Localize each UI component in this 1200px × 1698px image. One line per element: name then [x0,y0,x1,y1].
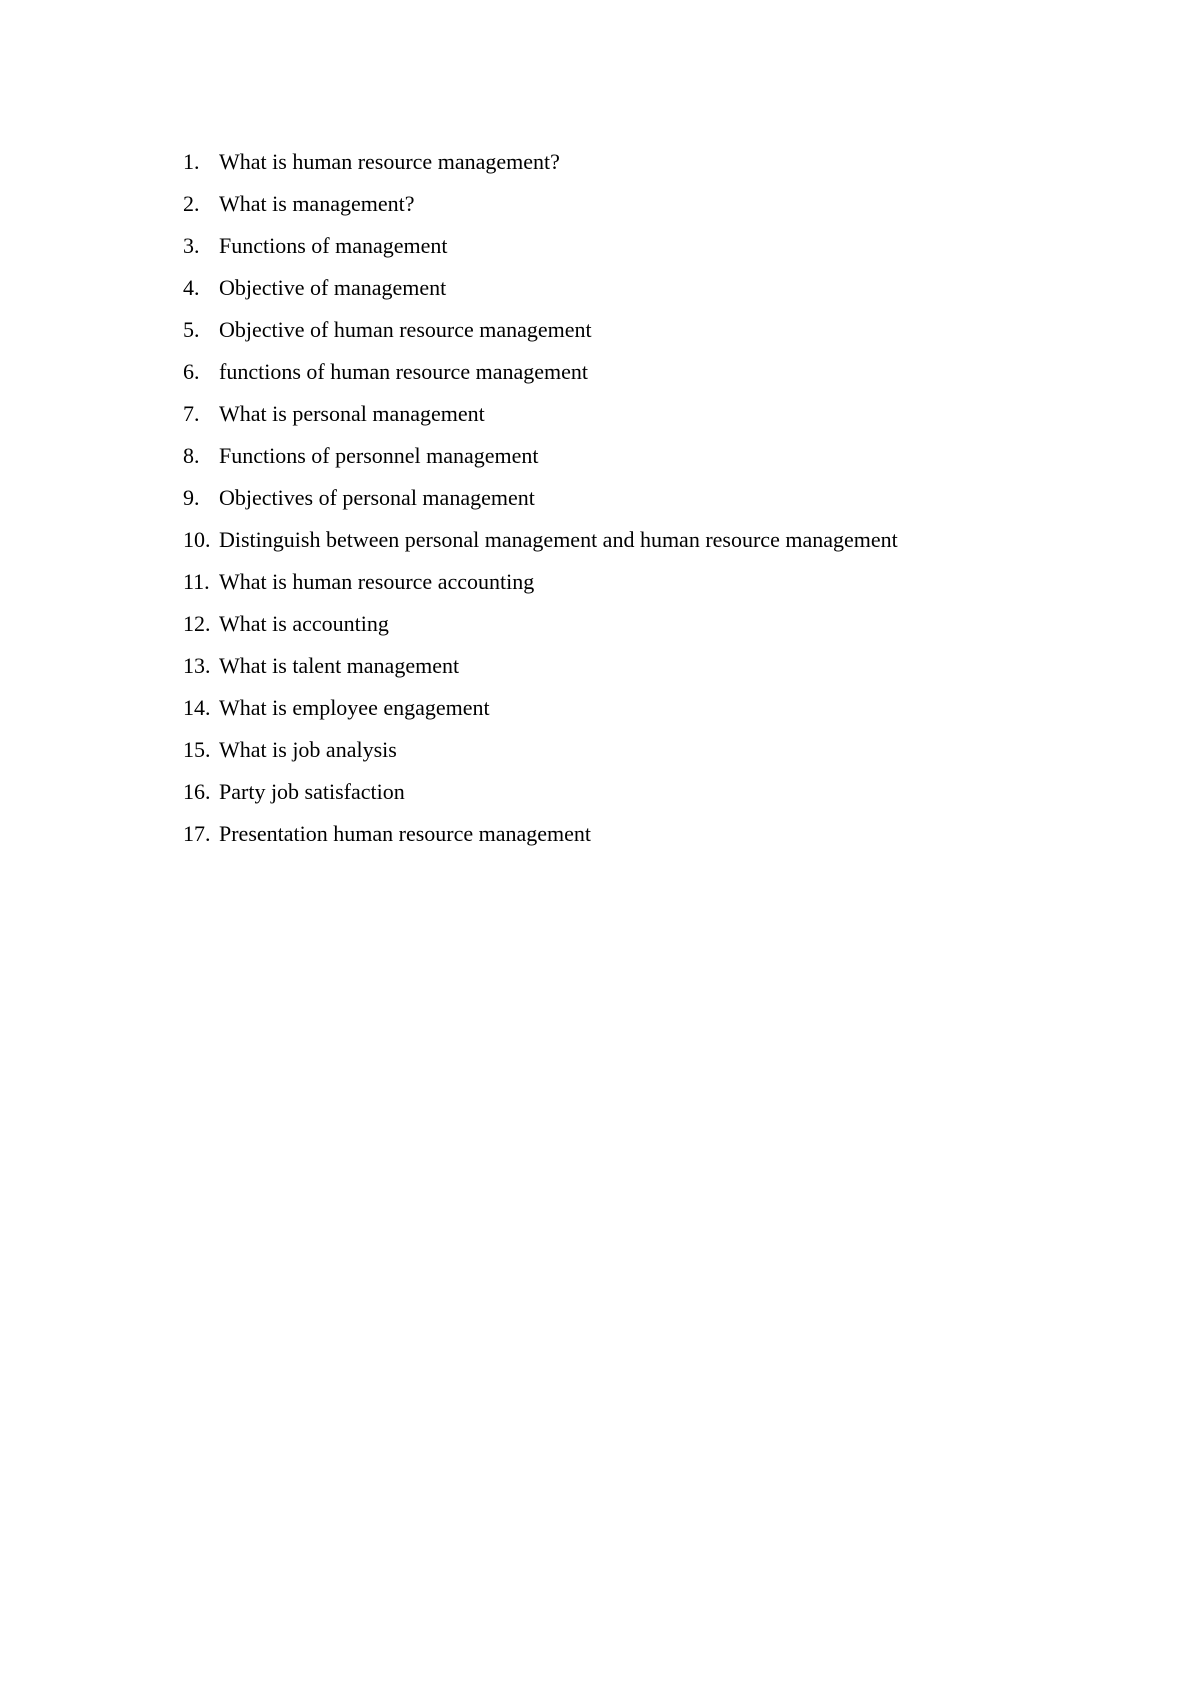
list-item [183,435,898,477]
item-text: Presentation human resource management [219,821,592,846]
list-item [183,729,898,771]
list-item [183,771,898,813]
item-number: 16. [183,779,211,804]
list-item [183,645,898,687]
item-text: What is job analysis [219,737,397,762]
item-number: 8. [183,443,200,468]
list-item [183,267,898,309]
list-item [183,477,898,519]
question-list [183,141,898,855]
list-item [183,561,898,603]
item-number: 7. [183,401,200,426]
item-text: Objectives of personal management [219,485,535,510]
item-text: functions of human resource management [219,359,588,384]
list-item [183,687,898,729]
list-item [183,603,898,645]
item-number: 12. [183,611,211,636]
list-item [183,519,898,561]
item-number: 15. [183,737,211,762]
item-number: 14. [183,695,211,720]
item-number: 6. [183,359,200,384]
item-number: 3. [183,233,200,258]
item-text: Distinguish between personal management and human resource management [219,527,898,552]
list-item [183,351,898,393]
item-number: 17. [183,821,211,846]
item-text: Party job satisfaction [219,779,405,804]
item-text: What is accounting [219,611,389,636]
item-text: What is human resource accounting [219,569,535,594]
item-text: Objective of human resource management [219,317,592,342]
list-item [183,309,898,351]
list-item [183,225,898,267]
item-number: 2. [183,191,200,216]
item-number: 1. [183,149,200,174]
item-text: What is talent management [219,653,460,678]
list-item [183,813,898,855]
item-text: Objective of management [219,275,447,300]
list-item [183,393,898,435]
item-text: Functions of personnel management [219,443,539,468]
list-item [183,141,898,183]
item-number: 11. [183,569,210,594]
item-text: What is employee engagement [219,695,490,720]
item-number: 10. [183,527,211,552]
item-number: 13. [183,653,211,678]
item-number: 4. [183,275,200,300]
item-text: What is human resource management? [219,149,560,174]
item-number: 5. [183,317,200,342]
item-text: Functions of management [219,233,448,258]
item-text: What is personal management [219,401,485,426]
item-text: What is management? [219,191,415,216]
item-number: 9. [183,485,200,510]
list-item [183,183,898,225]
